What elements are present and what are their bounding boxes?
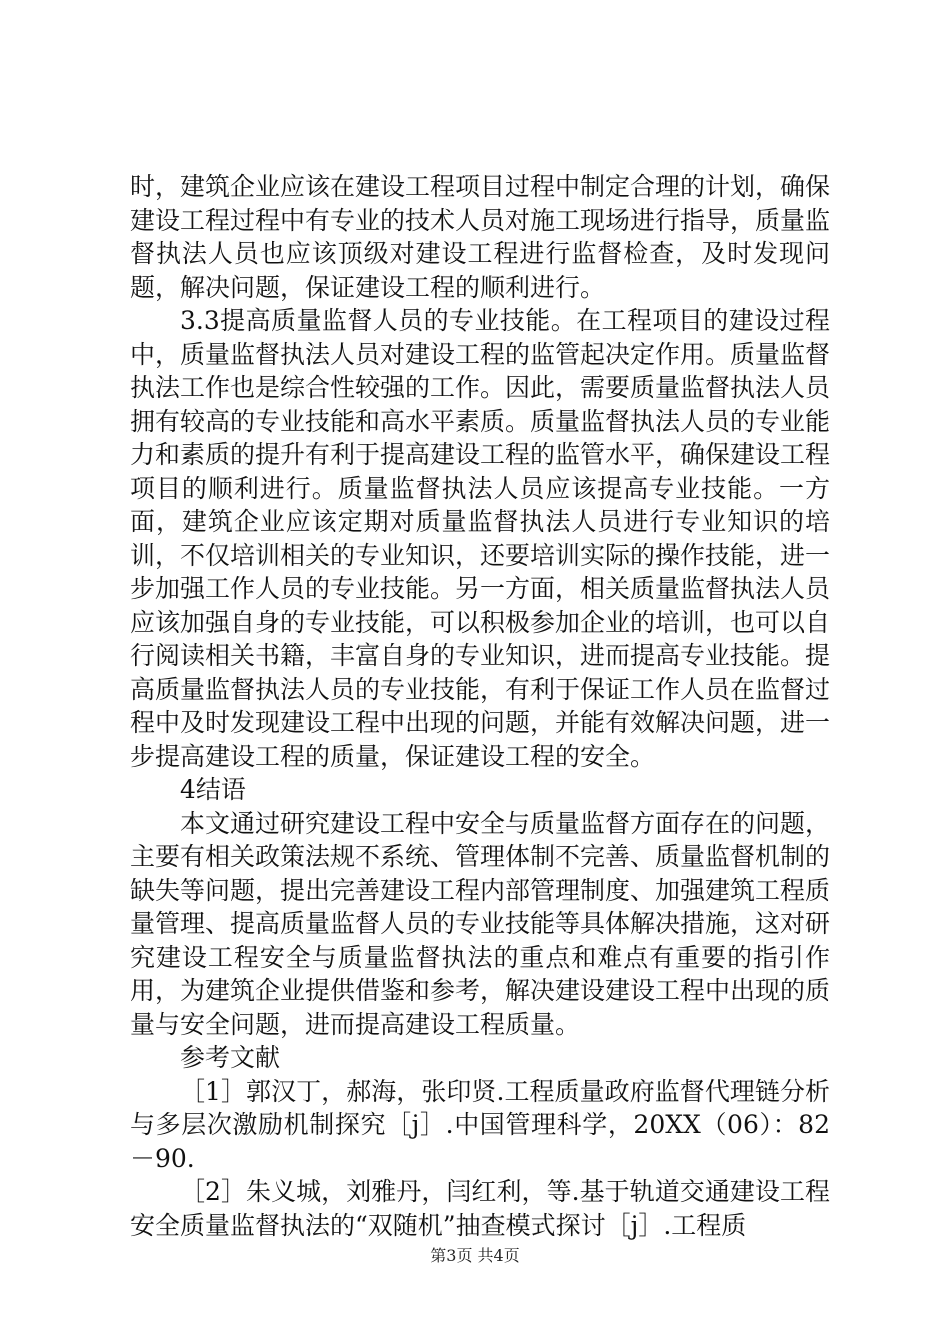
section-3-3-paragraph: 3.3提高质量监督人员的专业技能。在工程项目的建设过程中，质量监督执法人员对建设工程的监管起决定作用。质量监督执法工作也是综合性较强的工作。因此，需要质量监督执法人员拥有较高的专业技能和高水平素质。质量监督执法人员的专业能力和素质的提升有利于提高建设工程的监管水平，确保建设工程项目的顺利进行。质量监督执法人员应该提高专业技能。一方面，建筑企业应该定期对质量监督执法人员进行专业知识的培训，不仅培训相关的专业知识，还要培训实际的操作技能，进一步加强工作人员的专业技能。另一方面，相关质量监督执法人员应该加强自身的专业技能，可以积极参加企业的培训，也可以自行阅读相关书籍，丰富自身的专业知识，进而提高专业技能。提高质量监督执法人员的专业技能，有利于保证工作人员在监督过程中及时发现建设工程中出现的问题，并能有效解决问题，进一步提高建设工程的质量，保证建设工程的安全。 <box>130 306 831 771</box>
page-number-footer: 第3页 共4页 <box>430 1246 520 1265</box>
conclusion-paragraph: 本文通过研究建设工程中安全与质量监督方面存在的问题，主要有相关政策法规不系统、管理体制不完善、质量监督机制的缺失等问题，提出完善建设工程内部管理制度、加强建筑工程质量管理、提高质量监督人员的专业技能等具体解决措施，这对研究建设工程安全与质量监督执法的重点和难点有重要的指引作用，为建筑企业提供借鉴和参考，解决建设建设工程中出现的质量与安全问题，进而提高建设工程质量。 <box>130 808 831 1039</box>
continuation-paragraph: 时，建筑企业应该在建设工程项目过程中制定合理的计划，确保建设工程过程中有专业的技术人员对施工现场进行指导，质量监督执法人员也应该顶级对建设工程进行监督检查，及时发现问题，解决问题，保证建设工程的顺利进行。 <box>130 172 831 302</box>
references-heading: 参考文献 <box>180 1043 281 1072</box>
reference-item: ［1］郭汉丁，郝海，张印贤.工程质量政府监督代理链分析与多层次激励机制探究［j］.中国管理科学，20XX（06）：82－90. <box>130 1076 830 1173</box>
conclusion-heading: 4结语 <box>180 775 246 804</box>
document-body <box>130 170 830 1242</box>
reference-item: ［2］朱义城，刘雅丹，闫红利，等.基于轨道交通建设工程安全质量监督执法的“双随机”抽查模式探讨［j］.工程质 <box>130 1177 830 1240</box>
